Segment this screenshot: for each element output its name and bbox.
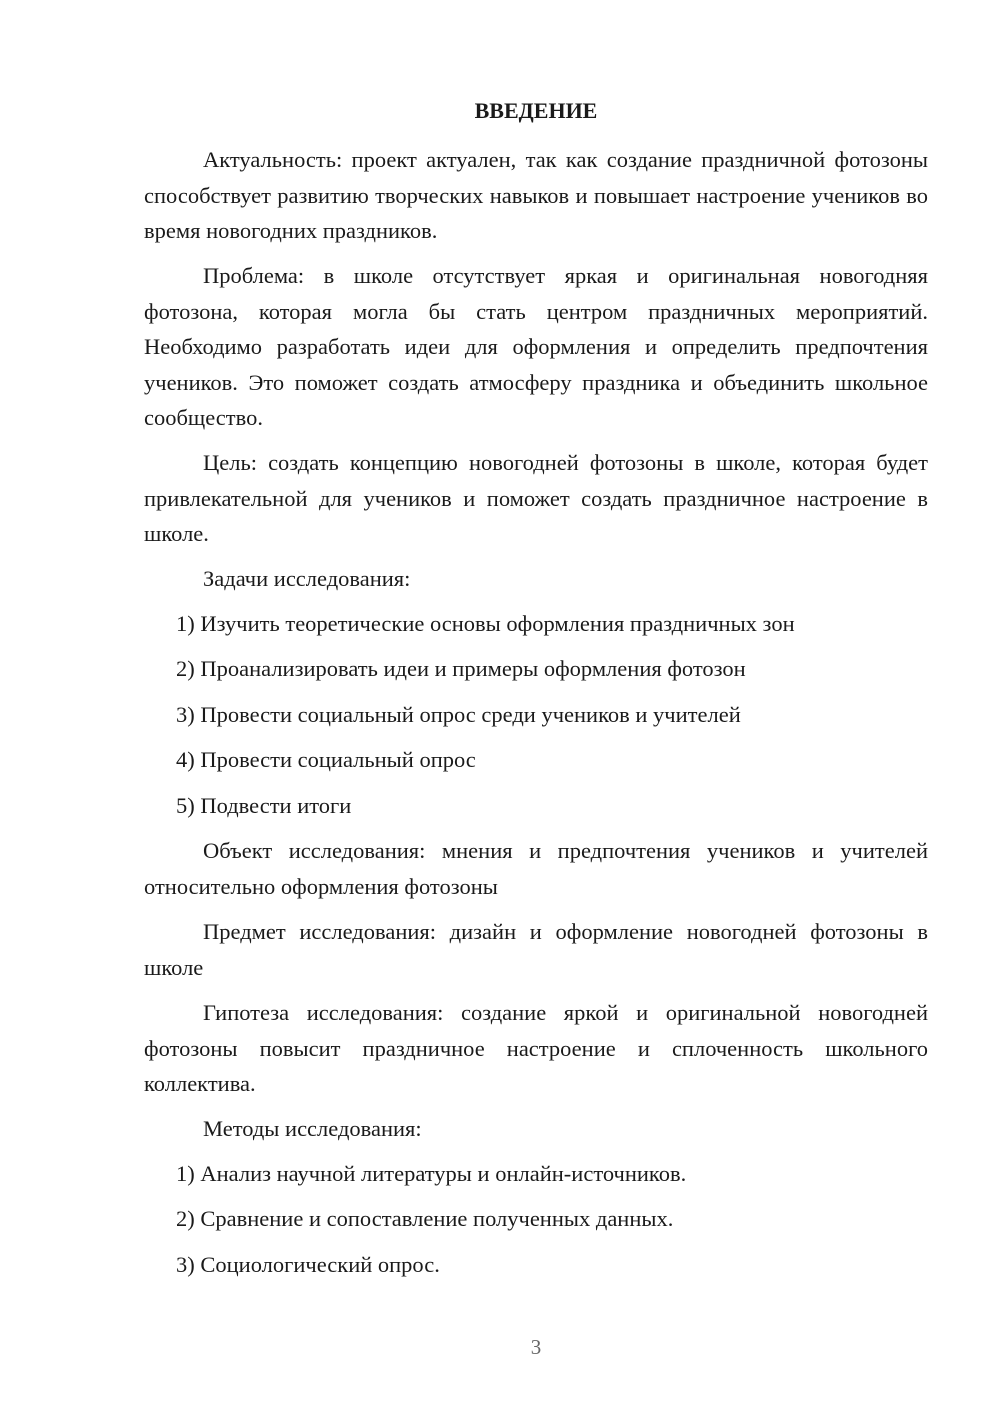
methods-heading: Методы исследования: <box>203 1116 422 1141</box>
tasks-heading: Задачи исследования: <box>203 566 411 591</box>
task-item: 5) Подвести итоги <box>176 793 352 818</box>
page-number: 3 <box>530 1335 542 1359</box>
method-item: 1) Анализ научной литературы и онлайн-источников. <box>176 1161 687 1186</box>
task-item: 2) Проанализировать идеи и примеры оформления фотозон <box>176 656 746 681</box>
task-item: 1) Изучить теоретические основы оформления праздничных зон <box>176 611 795 636</box>
object-paragraph: Объект исследования: мнения и предпочтения учеников и учителей относительно оформления фотозоны <box>144 838 928 899</box>
method-item: 3) Социологический опрос. <box>176 1252 440 1277</box>
problem-paragraph: Проблема: в школе отсутствует яркая и оригинальная новогодняя фотозона, которая могла бы стать центром праздничных мероприятий. Необходимо разработать идеи для оформления и определить предпочтения учеников. Это поможет создать атмосферу праздника и объединить школьное сообщество. <box>144 263 928 430</box>
goal-paragraph: Цель: создать концепцию новогодней фотозоны в школе, которая будет привлекательной для учеников и поможет создать праздничное настроение в школе. <box>144 450 928 546</box>
relevance-paragraph: Актуальность: проект актуален, так как создание праздничной фотозоны способствует развитию творческих навыков и повышает настроение учеников во время новогодних праздников. <box>144 147 928 243</box>
task-item: 4) Провести социальный опрос <box>176 747 476 772</box>
subject-paragraph: Предмет исследования: дизайн и оформление новогодней фотозоны в школе <box>144 919 928 980</box>
section-heading: ВВЕДЕНИЕ <box>474 98 598 123</box>
task-item: 3) Провести социальный опрос среди учеников и учителей <box>176 702 741 727</box>
hypothesis-paragraph: Гипотеза исследования: создание яркой и оригинальной новогодней фотозоны повысит праздничное настроение и сплоченность школьного коллектива. <box>144 1000 928 1096</box>
method-item: 2) Сравнение и сопоставление полученных данных. <box>176 1206 674 1231</box>
